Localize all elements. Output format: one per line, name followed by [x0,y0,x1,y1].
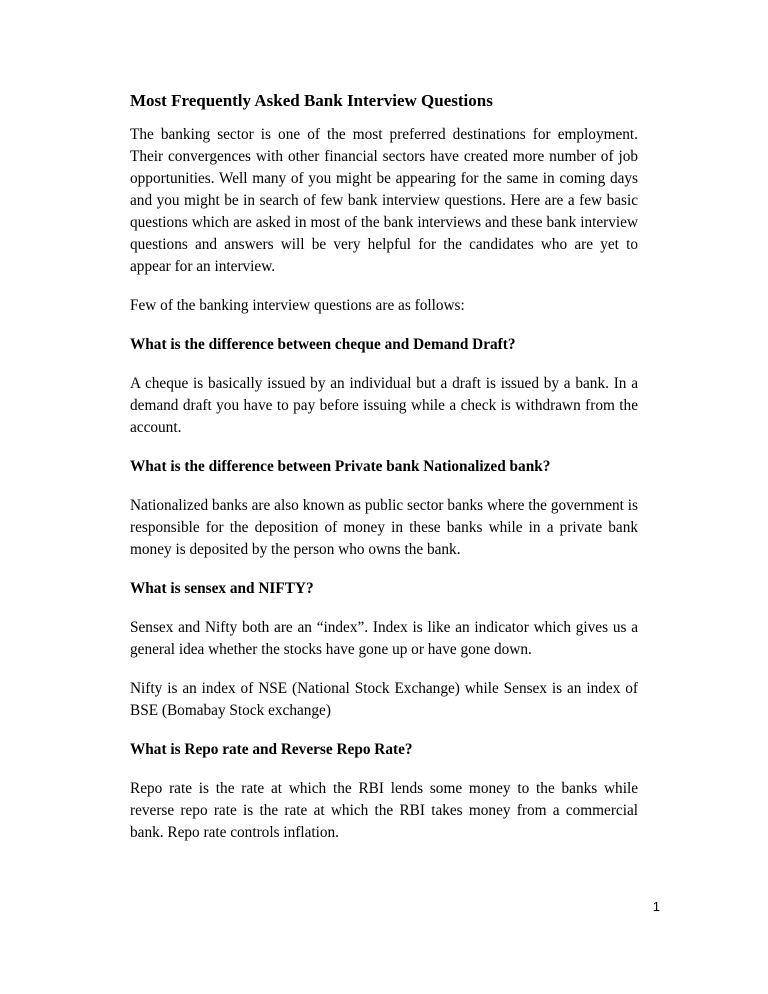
answer-paragraph: Sensex and Nifty both are an “index”. Index is like an indicator which gives us a general idea whether the stocks have gone up or have gone down. [130,619,638,658]
intro-paragraph: The banking sector is one of the most preferred destinations for employment. Their convergences with other financial sectors have created more number of job opportunities. Well many of you might be appearing for the same in coming days and you might be in search of few bank interview questions. Here are a few basic questions which are asked in most of the bank interviews and these bank interview questions and answers will be very helpful for the candidates who are yet to appear for an interview. [130,126,638,275]
question-heading: What is Repo rate and Reverse Repo Rate? [130,741,413,758]
question-heading: What is the difference between cheque and Demand Draft? [130,336,516,353]
answer-paragraph: Nationalized banks are also known as public sector banks where the government is responsible for the deposition of money in these banks while in a private bank money is deposited by the person who owns the bank. [130,497,638,558]
answer-paragraph: Repo rate is the rate at which the RBI lends some money to the banks while reverse repo rate is the rate at which the RBI takes money from a commercial bank. Repo rate controls inflation. [130,780,638,841]
document-title: Most Frequently Asked Bank Interview Questions [130,91,493,110]
lead-paragraph: Few of the banking interview questions are as follows: [130,297,465,314]
page-number: 1 [652,899,660,914]
document-body [130,90,638,844]
answer-paragraph: Nifty is an index of NSE (National Stock Exchange) while Sensex is an index of BSE (Bomabay Stock exchange) [130,680,638,719]
answer-paragraph: A cheque is basically issued by an individual but a draft is issued by a bank. In a demand draft you have to pay before issuing while a check is withdrawn from the account. [130,375,638,436]
question-heading: What is sensex and NIFTY? [130,580,314,597]
question-heading: What is the difference between Private bank Nationalized bank? [130,458,551,475]
